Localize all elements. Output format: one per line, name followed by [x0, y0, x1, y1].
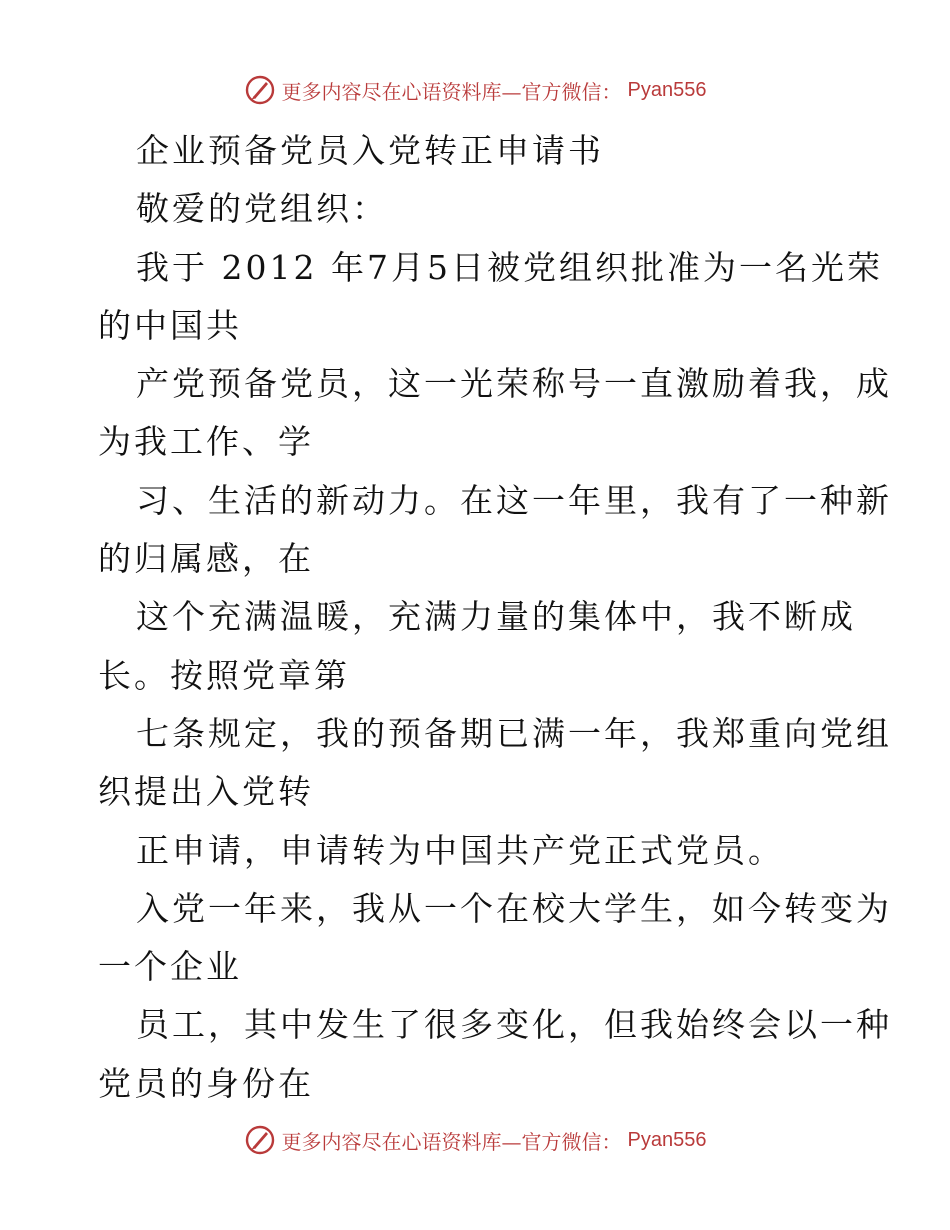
- text-line: 这个充满温暖，充满力量的集体中，我不断成: [136, 597, 856, 637]
- text-line: 我于 2012 年7月5日被党组织批准为一名光荣: [136, 247, 883, 287]
- text-line: 一个企业: [98, 947, 242, 987]
- text-line: 七条规定，我的预备期已满一年，我郑重向党组: [136, 713, 892, 753]
- watermark-text: 更多内容尽在心语资料库—官方微信：: [281, 1129, 622, 1154]
- text-line: 的归属感，在: [98, 539, 314, 579]
- text-line: 员工，其中发生了很多变化，但我始终会以一种: [136, 1005, 892, 1045]
- text-line: 正申请，申请转为中国共产党正式党员。: [136, 830, 784, 870]
- watermark-handle: Pyan556: [627, 1128, 707, 1151]
- salutation: 敬爱的党组织：: [136, 189, 388, 229]
- watermark-text: 更多内容尽在心语资料库—官方微信：: [281, 79, 622, 104]
- footer-watermark: [0, 1120, 950, 1160]
- document-body: [98, 122, 892, 1113]
- text-line: 为我工作、学: [98, 422, 314, 462]
- text-line: 产党预备党员，这一光荣称号一直激励着我，成: [136, 364, 892, 404]
- quill-logo-icon: [244, 74, 276, 106]
- text-line: 的中国共: [98, 305, 242, 345]
- header-watermark: [0, 70, 950, 110]
- text-line: 党员的身份在: [98, 1063, 314, 1103]
- text-line: 入党一年来，我从一个在校大学生，如今转变为: [136, 888, 892, 928]
- text-line: 习、生活的新动力。在这一年里，我有了一种新: [136, 480, 892, 520]
- text-line: 织提出入党转: [98, 772, 314, 812]
- quill-logo-icon: [244, 1124, 276, 1156]
- text-line: 长。按照党章第: [98, 655, 350, 695]
- document-title: 企业预备党员入党转正申请书: [136, 131, 604, 170]
- watermark-handle: Pyan556: [627, 78, 707, 101]
